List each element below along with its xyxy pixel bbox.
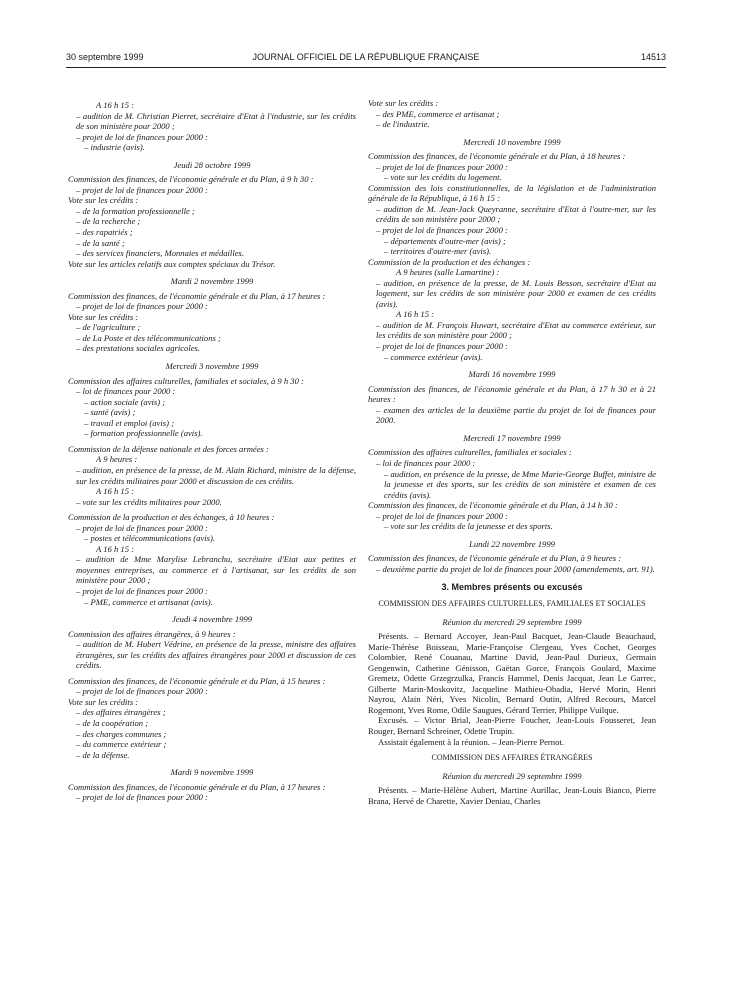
right-paragraph: – audition, en présence de la presse, de M. Louis Besson, secrétaire d'Etat au logement, sur les crédits de son ministère pour 2000 et examen de ces crédits (avis).: [376, 277, 656, 309]
left-paragraph: A 16 h 15 :: [96, 100, 135, 110]
right-paragraph: Réunion du mercredi 29 septembre 1999: [442, 616, 582, 627]
right-paragraph: Vote sur les crédits :: [368, 98, 439, 108]
right-paragraph: – audition de M. Jean-Jack Queyranne, secrétaire d'Etat à l'outre-mer, sur les crédits de son ministère pour 2000 ;: [376, 203, 656, 225]
left-paragraph: – projet de loi de finances pour 2000 :: [76, 301, 208, 312]
right-paragraph: – projet de loi de finances pour 2000 :: [376, 161, 508, 172]
right-paragraph: – projet de loi de finances pour 2000 :: [376, 510, 508, 521]
left-paragraph: – formation professionnelle (avis).: [84, 428, 203, 439]
right-paragraph: Commission des finances, de l'économie générale et du Plan, à 18 heures :: [368, 151, 626, 162]
left-paragraph: Vote sur les crédits :: [68, 311, 139, 322]
left-paragraph: A 16 h 15 :: [96, 486, 135, 497]
left-paragraph: Mardi 9 novembre 1999: [170, 767, 254, 778]
left-paragraph: Commission des finances, de l'économie générale et du Plan, à 15 heures :: [68, 675, 326, 686]
right-paragraph: – de l'industrie.: [376, 119, 430, 130]
page-number: 14513: [640, 52, 666, 62]
left-paragraph: Jeudi 4 novembre 1999: [171, 614, 253, 625]
right-paragraph: Mercredi 10 novembre 1999: [463, 136, 561, 147]
right-paragraph: Lundi 22 novembre 1999: [469, 538, 555, 549]
left-paragraph: – des affaires étrangères ;: [76, 707, 166, 718]
right-paragraph: – des PME, commerce et artisanat ;: [376, 108, 500, 119]
left-paragraph: A 9 heures :: [96, 454, 138, 465]
right-paragraph: Mardi 16 novembre 1999: [468, 369, 556, 380]
left-paragraph: Commission des affaires culturelles, familiales et sociales, à 9 h 30 :: [68, 375, 304, 386]
left-paragraph: – de la coopération ;: [76, 717, 149, 728]
left-paragraph: – projet de loi de finances pour 2000 :: [76, 792, 208, 803]
right-paragraph: COMMISSION DES AFFAIRES ÉTRANGÈRES: [431, 753, 593, 763]
left-paragraph: – de la défense.: [76, 749, 130, 760]
left-paragraph: – industrie (avis).: [84, 142, 145, 153]
right-paragraph: – vote sur les crédits du logement.: [384, 172, 502, 183]
left-paragraph: Jeudi 28 octobre 1999: [173, 159, 251, 170]
left-paragraph: – de la santé ;: [76, 237, 125, 248]
right-paragraph: 3. Membres présents ou excusés: [441, 582, 583, 593]
right-paragraph: Assistait également à la réunion. – Jean-Pierre Pernot.: [378, 736, 564, 747]
header-title: JOURNAL OFFICIEL DE LA RÉPUBLIQUE FRANÇAISE: [252, 52, 480, 62]
left-paragraph: Commission de la production et des échanges, à 10 heures :: [68, 512, 275, 523]
left-paragraph: – projet de loi de finances pour 2000 :: [76, 686, 208, 697]
right-paragraph: – vote sur les crédits de la jeunesse et des sports.: [384, 521, 553, 532]
left-paragraph: Mercredi 3 novembre 1999: [165, 361, 259, 372]
right-paragraph: – départements d'outre-mer (avis) ;: [384, 235, 506, 246]
right-paragraph: Réunion du mercredi 29 septembre 1999: [442, 770, 582, 781]
right-paragraph: Présents. – Bernard Accoyer, Jean-Paul Bacquet, Jean-Claude Beauchaud, Marie-Thérèse Boisseau, Marie-Françoise Clergeau, Yves Cochet, Georges Colombier, René Couanau, Martine David, Jean-Paul Durieux, Germain Gengenwin, Catherine Génisson, Gaëtan Gorce, François Goulard, Maxime Gremetz, Odette Grzegrzulka, Francis Hammel, Denis Jacquat, Jean Le Garrec, Gilberte Marin-Moskovitz, Jacqueline Mathieu-Obadia, Hervé Morin, Henri Nayrou, Alain Néri, Yves Nicolin, Bernard Outin, Alfred Recours, Marcel Rogemont, Yves Rome, Odile Saugues, Gérard Terrier, Philippe Vuilque.: [368, 631, 656, 715]
right-paragraph: Commission des finances, de l'économie générale et du Plan, à 14 h 30 :: [368, 500, 618, 511]
left-paragraph: – de la recherche ;: [76, 216, 141, 227]
right-paragraph: Excusés. – Victor Brial, Jean-Pierre Foucher, Jean-Louis Fousseret, Jean Rouger, Bernard Schreiner, Odette Trupin.: [368, 715, 656, 736]
header-rule: [66, 67, 666, 68]
header-date: 30 septembre 1999: [66, 52, 144, 62]
left-paragraph: – audition de M. Christian Pierret, secrétaire d'Etat à l'industrie, sur les crédits de son ministère pour 2000 ;: [76, 110, 356, 132]
right-paragraph: A 16 h 15 :: [396, 309, 435, 320]
right-paragraph: Commission des finances, de l'économie générale et du Plan, à 17 h 30 et à 21 heures :: [368, 383, 656, 405]
left-paragraph: – du commerce extérieur ;: [76, 739, 167, 750]
left-paragraph: – audition de Mme Marylise Lebranchu, secrétaire d'Etat aux petites et moyennes entreprises, au commerce et à l'artisanat, sur les crédits de son ministère pour 2000 ;: [76, 554, 356, 586]
left-paragraph: Commission des finances, de l'économie générale et du Plan, à 17 heures :: [68, 290, 326, 301]
left-paragraph: – audition de M. Hubert Védrine, en présence de la presse, ministre des affaires étrangères, sur les crédits des affaires étrangères pour 2000 et discussion de ces crédits.: [76, 639, 356, 671]
left-paragraph: – action sociale (avis) ;: [84, 396, 166, 407]
left-paragraph: Vote sur les crédits :: [68, 195, 139, 206]
left-paragraph: – des rapatriés ;: [76, 227, 133, 238]
left-paragraph: Vote sur les crédits :: [68, 696, 139, 707]
left-paragraph: – de La Poste et des télécommunications ;: [76, 332, 221, 343]
right-paragraph: Commission de la production et des échanges :: [368, 256, 531, 267]
left-paragraph: – de l'agriculture ;: [76, 322, 141, 333]
right-paragraph: Mercredi 17 novembre 1999: [463, 432, 561, 443]
left-paragraph: – PME, commerce et artisanat (avis).: [84, 596, 213, 607]
right-paragraph: COMMISSION DES AFFAIRES CULTURELLES, FAMILIALES ET SOCIALES: [378, 598, 646, 608]
left-paragraph: – projet de loi de finances pour 2000 :: [76, 585, 208, 596]
left-paragraph: – de la formation professionnelle ;: [76, 205, 195, 216]
right-paragraph: – territoires d'outre-mer (avis).: [384, 246, 492, 257]
left-paragraph: – des prestations sociales agricoles.: [76, 343, 201, 354]
right-paragraph: – audition de M. François Huwart, secrétaire d'Etat au commerce extérieur, sur les crédits de son ministère pour 2000 ;: [376, 319, 656, 341]
left-paragraph: – postes et télécommunications (avis).: [84, 533, 216, 544]
right-paragraph: – projet de loi de finances pour 2000 :: [376, 341, 508, 352]
left-paragraph: – projet de loi de finances pour 2000 :: [76, 522, 208, 533]
right-paragraph: – audition, en présence de la presse, de Mme Marie-George Buffet, ministre de la jeunesse et des sports, sur les crédits de son ministère et examen de ces crédits (avis).: [384, 468, 656, 500]
right-paragraph: A 9 heures (salle Lamartine) :: [396, 267, 500, 278]
right-paragraph: – examen des articles de la deuxième partie du projet de loi de finances pour 2000.: [376, 404, 656, 426]
left-column: [68, 100, 356, 803]
left-paragraph: – projet de loi de finances pour 2000 :: [76, 131, 208, 142]
right-paragraph: Commission des finances, de l'économie générale et du Plan, à 9 heures :: [368, 553, 622, 564]
left-paragraph: Commission de la défense nationale et des forces armées :: [68, 443, 269, 454]
right-paragraph: Présents. – Marie-Hélène Aubert, Martine Aurillac, Jean-Louis Bianco, Pierre Brana, Hervé de Charette, Xavier Deniau, Charles: [368, 785, 656, 806]
page-header: [66, 52, 666, 66]
right-paragraph: – loi de finances pour 2000 :: [376, 457, 476, 468]
right-paragraph: – commerce extérieur (avis).: [384, 351, 483, 362]
right-paragraph: – projet de loi de finances pour 2000 :: [376, 225, 508, 236]
left-paragraph: – audition, en présence de la presse, de M. Alain Richard, ministre de la défense, sur les crédits militaires pour 2000 et discussion de ces crédits.: [76, 464, 356, 486]
right-column: [368, 98, 656, 806]
left-paragraph: – des services financiers, Monnaies et médailles.: [76, 248, 245, 259]
left-paragraph: – santé (avis) ;: [84, 407, 136, 418]
left-paragraph: Mardi 2 novembre 1999: [170, 276, 254, 287]
left-paragraph: Commission des finances, de l'économie générale et du Plan, à 9 h 30 :: [68, 174, 314, 185]
left-paragraph: Vote sur les articles relatifs aux comptes spéciaux du Trésor.: [68, 258, 276, 269]
right-paragraph: – deuxième partie du projet de loi de finances pour 2000 (amendements, art. 91).: [376, 563, 655, 574]
left-paragraph: – vote sur les crédits militaires pour 2000.: [76, 496, 222, 507]
right-paragraph: Commission des lois constitutionnelles, de la législation et de l'administration générale de la République, à 16 h 15 :: [368, 182, 656, 204]
right-paragraph: Commission des affaires culturelles, familiales et sociales :: [368, 447, 572, 458]
left-paragraph: A 16 h 15 :: [96, 543, 135, 554]
left-paragraph: Commission des finances, de l'économie générale et du Plan, à 17 heures :: [68, 781, 326, 792]
left-paragraph: – loi de finances pour 2000 :: [76, 386, 176, 397]
left-paragraph: Commission des affaires étrangères, à 9 heures :: [68, 628, 236, 639]
left-paragraph: – des charges communes ;: [76, 728, 167, 739]
left-paragraph: – travail et emploi (avis) ;: [84, 417, 174, 428]
left-paragraph: – projet de loi de finances pour 2000 :: [76, 184, 208, 195]
